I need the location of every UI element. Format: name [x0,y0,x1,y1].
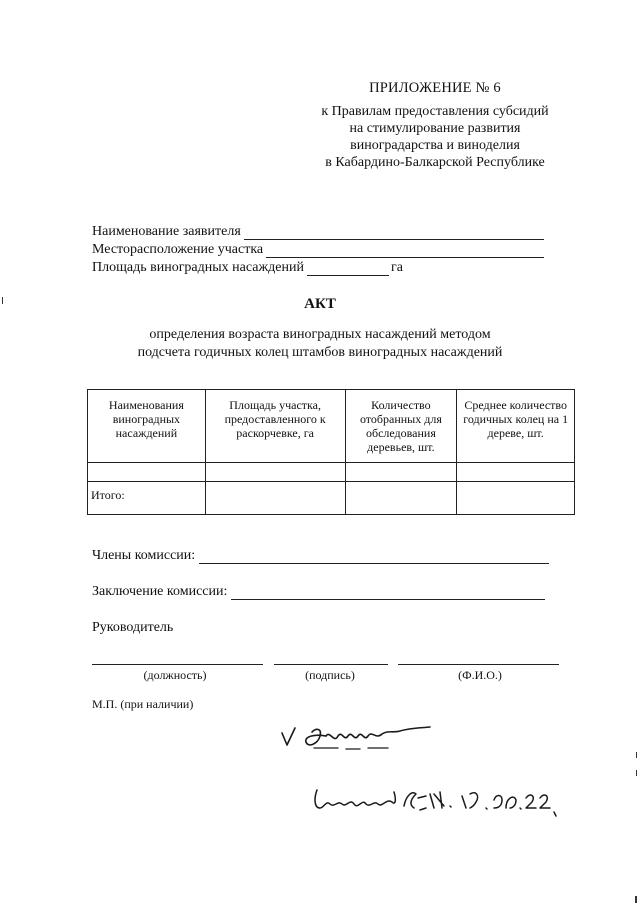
area-label: Площадь виноградных насаждений [92,260,304,275]
column-header: Площадь участка, предоставленного к раскорчевке, га [205,390,345,463]
stamp-note: М.П. (при наличии) [92,697,194,711]
position-caption: (должность) [143,668,207,682]
area-unit: га [390,260,403,275]
commission-conclusion-label: Заключение комиссии: [92,584,228,599]
column-header: Среднее количество годичных колец на 1 дереве, шт. [457,390,575,463]
handwritten-signature [282,727,430,749]
head-label: Руководитель [92,620,174,635]
appendix-line-4: в Кабардино-Балкарской Республике [325,155,545,170]
commission-members-label: Члены комиссии: [92,548,196,563]
column-header: Наименования виноградных насаждений [88,390,206,463]
scan-artifact [636,770,637,776]
appendix-line-1: к Правилам предоставления субсидий [321,104,549,119]
scan-artifact [2,297,3,304]
act-subtitle-line-2: подсчета годичных колец штамбов виноградных насаждений [137,345,503,360]
appendix-line-3: виноградарства и виноделия [350,138,520,153]
total-label: Итого: [88,482,206,515]
column-header: Количество отобранных для обследования деревьев, шт. [345,390,457,463]
signature-caption: (подпись) [305,668,355,682]
name-caption: (Ф.И.О.) [458,668,502,682]
handwritten-certification [315,790,556,816]
scan-artifact [635,896,637,903]
scan-artifact [636,752,637,758]
location-label: Месторасположение участка [92,242,264,257]
applicant-label: Наименование заявителя [92,224,241,239]
act-subtitle-line-1: определения возраста виноградных насаждений методом [149,327,491,342]
act-title: АКТ [304,296,336,312]
appendix-title: ПРИЛОЖЕНИЕ № 6 [369,80,501,96]
appendix-line-2: на стимулирование развития [349,121,521,136]
